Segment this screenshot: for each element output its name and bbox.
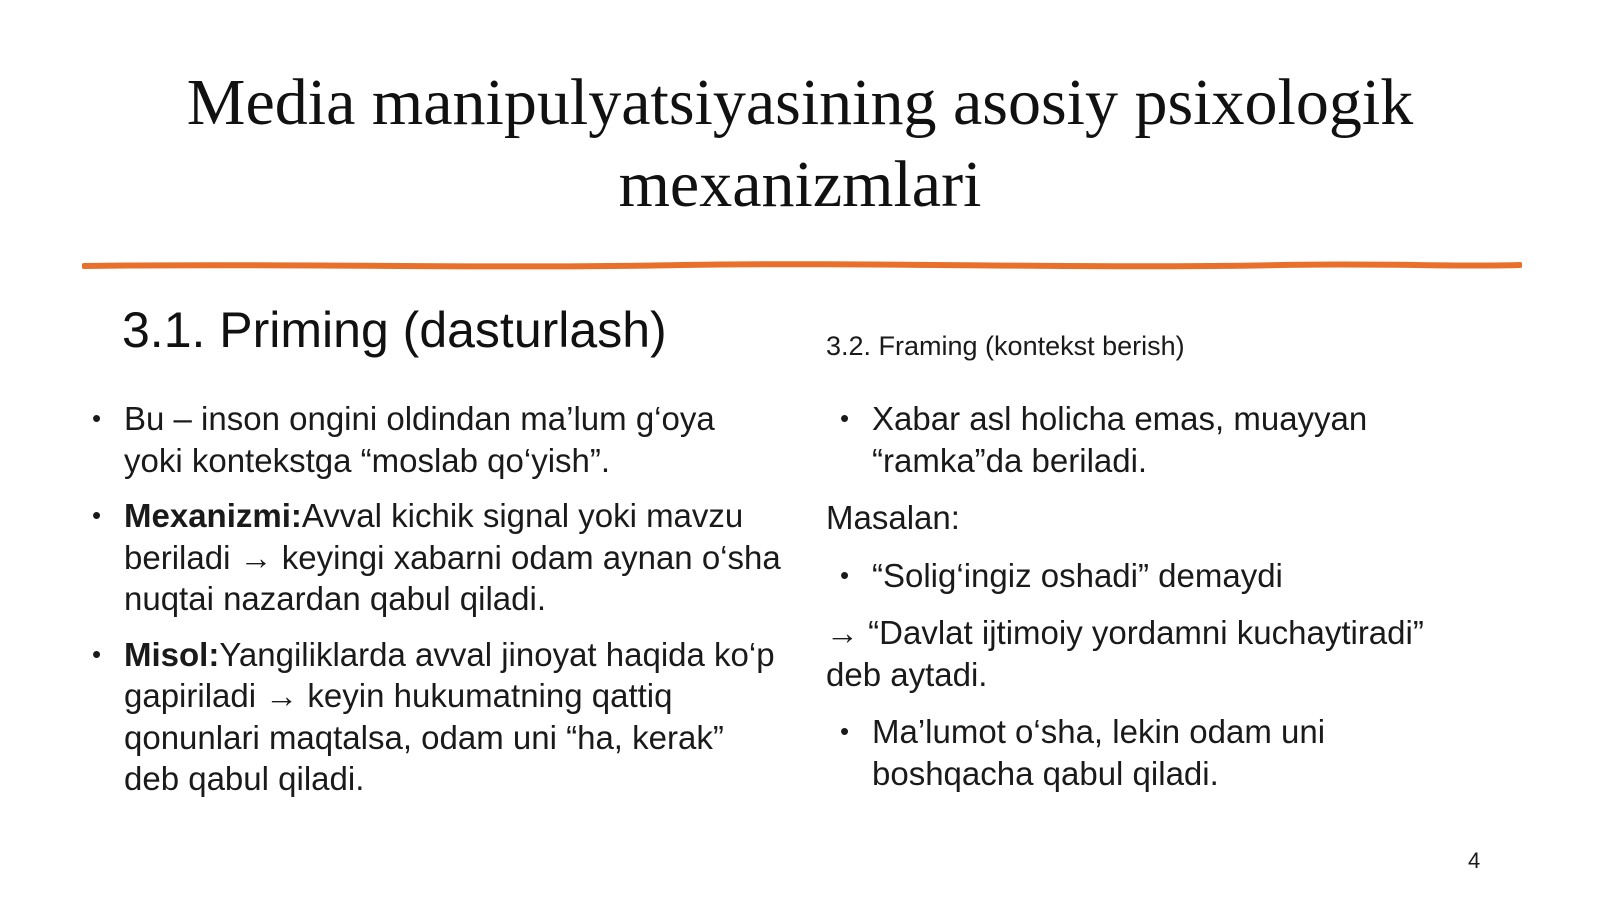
slide-title-line-1: Media manipulyatsiyasining asosiy psixologik xyxy=(186,66,1414,139)
list-item-text: Avval kichik signal yoki mavzu beriladi → keyingi xabarni odam aynan o‘sha nuqtai nazardan qabul qiladi. xyxy=(124,497,781,617)
list-item xyxy=(92,495,782,620)
list-item xyxy=(92,634,782,800)
example-label: Masalan: xyxy=(826,499,960,536)
list-item xyxy=(840,398,1480,481)
list-item-text: Yangiliklarda avval jinoyat haqida ko‘p gapiriladi → keyin hukumatning qattiq qonunlari maqtalsa, odam uni “ha, kerak” deb qabul qiladi. xyxy=(124,635,775,797)
list-item-label: Misol: xyxy=(124,635,220,673)
bullet-dot-icon: • xyxy=(840,716,850,746)
framing-column xyxy=(826,398,1480,810)
list-item-text: Xabar asl holicha emas, muayyan “ramka”da beriladi. xyxy=(872,400,1368,479)
bullet-dot-icon: • xyxy=(92,638,102,669)
list-item xyxy=(92,398,782,481)
bullet-dot-icon: • xyxy=(92,500,102,530)
list-item-text: Ma’lumot o‘sha, lekin odam uni boshqacha qabul qiladi. xyxy=(872,713,1326,792)
list-item-text: “Solig‘ingiz oshadi” demaydi xyxy=(872,556,1283,594)
priming-heading: 3.1. Priming (dasturlash) xyxy=(122,302,667,358)
list-item xyxy=(840,711,1480,794)
bullet-dot-icon: • xyxy=(840,403,850,433)
priming-column xyxy=(92,398,782,814)
list-item-text: Bu – inson ongini oldindan ma’lum g‘oya yoki kontekstga “moslab qo‘yish”. xyxy=(124,400,715,479)
framing-heading: 3.2. Framing (kontekst berish) xyxy=(826,331,1185,361)
slide-title-line-2: mexanizmlari xyxy=(618,148,982,221)
slide-title xyxy=(120,62,1480,226)
orange-divider-line xyxy=(82,260,1522,272)
page-number: 4 xyxy=(1468,848,1481,873)
arrow-statement: → “Davlat ijtimoiy yordamni kuchaytiradi” deb aytadi. xyxy=(826,614,1424,693)
list-item-label: Mexanizmi: xyxy=(124,497,302,534)
list-item xyxy=(840,555,1480,597)
bullet-dot-icon: • xyxy=(92,403,102,433)
bullet-dot-icon: • xyxy=(840,559,850,590)
